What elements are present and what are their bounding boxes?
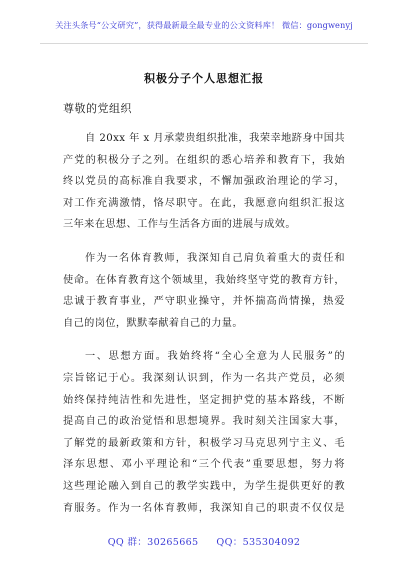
text-line: 产党的积极分子之列。在组织的悉心培养和教育下，我始 <box>63 154 345 166</box>
text-line: 泽东思想、邓小平理论和“三个代表”重要思想，努力将 <box>63 459 345 471</box>
text-line: 忠诚于教育事业，严守职业操守，并怀揣高尚情操，热爱 <box>63 296 345 308</box>
footer-contact <box>0 534 408 548</box>
document-title: 积极分子个人思想汇报 <box>144 72 264 85</box>
document-body <box>63 128 345 531</box>
text-line: 了解党的最新政策和方针，积极学习马克思列宁主义、毛 <box>63 437 345 449</box>
text-line: 对工作充满激情，恪尽职守。在此，我愿意向组织汇报这 <box>63 197 345 209</box>
text-line: 始终保持纯洁性和先进性，坚定拥护党的基本路线，不断 <box>63 394 345 406</box>
text-line: 一、思想方面。我始终将“全心全意为人民服务”的 <box>85 351 345 363</box>
text-line: 提高自己的政治觉悟和思想境界。我时刻关注国家大事， <box>63 416 345 428</box>
qq-number: QQ：535304092 <box>216 537 301 548</box>
text-line: 育服务。作为一名体育教师，我深知自己的职责不仅仅是 <box>63 502 345 514</box>
text-line: 使命。在体育教育这个领域里，我始终坚守党的教育方针， <box>63 274 345 286</box>
text-line: 这些理论融入到自己的教学实践中，为学生提供更好的教 <box>63 480 345 492</box>
salutation: 尊敬的党组织 <box>63 102 132 115</box>
paragraph <box>63 248 345 334</box>
text-line: 作为一名体育教师，我深知自己肩负着重大的责任和 <box>85 252 345 264</box>
paragraph <box>63 346 345 519</box>
qq-group-number: QQ 群：30265665 <box>107 537 199 548</box>
header-banner: 关注头条号“公文研究”，获得最新最全最专业的公文资料库！ 微信：gongwenyj <box>55 20 353 30</box>
text-line: 宗旨铭记于心。我深刻认识到，作为一名共产党员，必须 <box>63 372 345 384</box>
text-line: 自 20xx 年 x 月承蒙贵组织批准，我荣幸地跻身中国共 <box>85 133 345 144</box>
text-line: 终以党员的高标准自我要求，不懈加强政治理论的学习， <box>63 176 345 188</box>
header-divider <box>40 43 368 44</box>
paragraph <box>63 128 345 236</box>
text-line: 自己的岗位，默默奉献着自己的力量。 <box>63 317 243 329</box>
text-line: 三年来在思想、工作与生活各方面的进展与成效。 <box>63 219 296 231</box>
